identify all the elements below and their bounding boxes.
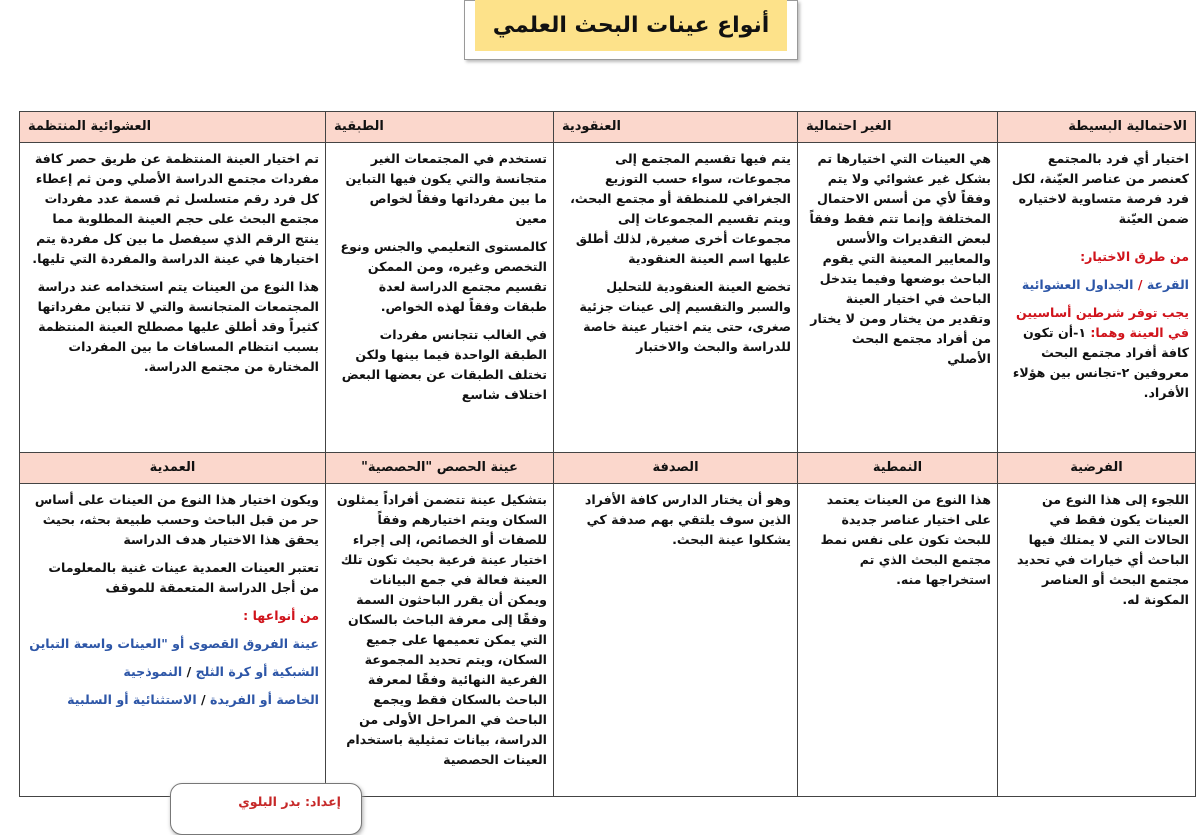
typical-definition: هذا النوع من العينات يعتمد على اختيار عناصر جديدة للبحث تكون على نفس نمط مجتمع البحث الذي تم استخراجها منه. bbox=[820, 492, 991, 587]
systematic-usage: هذا النوع من العينات يتم استخدامه عند دراسة المجتمعات المتجانسة والتي لا تتباين مفرداتها كثيراً وقد أطلق عليها مصطلح العينة المنتظمة بسبب انتظام المسافات ما بين المفردات المختارة من مجتمع الدراسة. bbox=[37, 279, 319, 374]
cell-simple-random bbox=[998, 143, 1196, 453]
header-typical: النمطية bbox=[798, 453, 998, 484]
cell-typical bbox=[798, 484, 998, 797]
cluster-definition: يتم فيها تقسيم المجتمع إلى مجموعات، سواء حسب التوزيع الجغرافي للمنطقة أو مجتمع البحث، ويتم تقسيم المجموعات إلى مجموعات أخرى صغيرة, لذلك أطلق عليها اسم العينة العنقودية bbox=[570, 151, 791, 266]
cell-stratified bbox=[326, 143, 554, 453]
sampling-types-table bbox=[19, 111, 1196, 797]
header-simple-random: الاحتمالية البسيطة bbox=[998, 112, 1196, 143]
requirements bbox=[1006, 303, 1189, 403]
chance-definition: وهو أن يختار الدارس كافة الأفراد الذين سوف يلتقي بهم صدفة كي يشكلوا عينة البحث. bbox=[584, 492, 791, 547]
header-row-2 bbox=[20, 453, 1196, 484]
purposive-note: تعتبر العينات العمدية عينات غنية بالمعلومات من أجل الدراسة المتعمقة للموقف bbox=[48, 560, 319, 595]
cluster-analysis: تخضع العينة العنقودية للتحليل والسبر والتقسيم إلى عينات جزئية صغرى، حتى يتم اختيار عينة خاصة للدراسة والبحث والاختبار bbox=[579, 279, 791, 354]
header-cluster: العنقودية bbox=[554, 112, 798, 143]
hypothetical-definition: اللجوء إلى هذا النوع من العينات يكون فقط في الحالات التي لا يمتلك فيها الباحث أي خيارات في تحديد مجتمع البحث أو العناصر المكونة له. bbox=[1017, 492, 1189, 607]
cell-quota bbox=[326, 484, 554, 797]
separator: / bbox=[186, 664, 192, 679]
requirements-label: يجب توفر شرطين أساسيين في العينة وهما: bbox=[1016, 305, 1189, 340]
author-box bbox=[170, 783, 362, 835]
header-row-1 bbox=[20, 112, 1196, 143]
title-box bbox=[464, 0, 798, 60]
cell-chance bbox=[554, 484, 798, 797]
author-credit: إعداد: بدر البلوي bbox=[238, 794, 341, 809]
purposive-type-snowball bbox=[28, 662, 319, 682]
content-row-1 bbox=[20, 143, 1196, 453]
header-systematic: العشوائية المنتظمة bbox=[20, 112, 326, 143]
page-title: أنواع عينات البحث العلمي bbox=[475, 0, 787, 51]
systematic-definition: تم اختيار العينة المنتظمة عن طريق حصر كافة مفردات مجتمع الدراسة الأصلي ومن ثم إعطاء كل فرد رقم متسلسل ثم قسمة عدد مفردات مجتمع البحث على حجم العينة المطلوبة مما ينتج الرقم الذي سيفصل ما بين كل مفردة يتم اختيارها في عينة الدراسة والمفردة التي تليها. bbox=[32, 151, 319, 266]
cell-systematic bbox=[20, 143, 326, 453]
cell-purposive bbox=[20, 484, 326, 797]
stratified-definition: تستخدم في المجتمعات الغير متجانسة والتي يكون فيها التباين ما بين مفرداتها وفقاً لخواص معين bbox=[345, 151, 547, 226]
purposive-types-label: من أنواعها : bbox=[243, 608, 319, 623]
type-exceptional: الاستثنائية أو السلبية bbox=[67, 692, 197, 707]
purposive-type-max-variation: عينة الفروق القصوى أو "العينات واسعة التباين bbox=[29, 636, 319, 651]
selection-methods-label: من طرق الاختيار: bbox=[1080, 249, 1189, 264]
cell-hypothetical bbox=[998, 484, 1196, 797]
requirements-text: ١-أن تكون كافة أفراد مجتمع البحث معروفين ٢-تجانس بين هؤلاء الأفراد. bbox=[1012, 325, 1189, 400]
separator: / bbox=[1137, 277, 1143, 292]
stratified-note: في الغالب تتجانس مفردات الطبقة الواحدة فيما بينها ولكن تختلف الطبقات عن بعضها البعض اختلاف شاسع bbox=[341, 327, 547, 402]
header-hypothetical: الفرضية bbox=[998, 453, 1196, 484]
selection-methods bbox=[1006, 275, 1189, 295]
header-non-probability: الغير احتمالية bbox=[798, 112, 998, 143]
purposive-type-special bbox=[28, 690, 319, 710]
type-typical: النموذجية bbox=[123, 664, 183, 679]
purposive-definition: ويكون اختيار هذا النوع من العينات على أساس حر من قبل الباحث وحسب طبيعة بحثه، بحيث يحقق هذا الاختيار هدف الدراسة bbox=[34, 492, 319, 547]
header-stratified: الطبقية bbox=[326, 112, 554, 143]
method-lottery: القرعة bbox=[1146, 277, 1189, 292]
content-row-2 bbox=[20, 484, 1196, 797]
cell-cluster bbox=[554, 143, 798, 453]
simple-random-definition: اختيار أي فرد بالمجتمع كعنصر من عناصر العيّنة، لكل فرد فرصة متساوية لاختياره ضمن العيّنة bbox=[1011, 151, 1189, 226]
type-special: الخاصة أو الفريدة bbox=[210, 692, 319, 707]
stratified-examples: كالمستوى التعليمي والجنس ونوع التخصص وغيره، ومن الممكن تقسيم مجتمع الدراسة لعدة طبقات وفقاً لهذه الخواص. bbox=[340, 239, 547, 314]
header-chance: الصدفة bbox=[554, 453, 798, 484]
non-probability-definition: هي العينات التي اختيارها تم بشكل غير عشوائي ولا يتم وفقاً لأي من أسس الاحتمال المختلفة وإنما تتم فقط وفقاً لبعض التقديرات والأسس والمعايير المعينة التي يقوم الباحث بوضعها وفيما يتدخل الباحث في اختيار العينة وتقدير من يختار ومن لا يختار من أفراد مجتمع البحث الأصلي bbox=[809, 151, 991, 366]
cell-non-probability bbox=[798, 143, 998, 453]
quota-definition: بتشكيل عينة تتضمن أفراداً يمثلون السكان ويتم اختيارهم وفقاً للصفات أو الخصائص، إلى إجراء اختيار عينة فرعية بحيث تكون تلك العينة فعالة في جمع البيانات ويمكن أن يقرر الباحثون السمة وفقًا إلى معرفة الباحث بالسكان التي يمكن تعميمها على جميع السكان، ويتم تحديد المجموعة الفرعية النهائية وفقًا لمعرفة الباحث بالسكان فقط ويجمع الباحث في المراحل الأولى من الدراسة، بيانات تمثيلية باستخدام العينات الحصصية bbox=[336, 492, 547, 767]
type-snowball: الشبكية أو كرة الثلج bbox=[195, 664, 319, 679]
header-purposive: العمدية bbox=[20, 453, 326, 484]
header-quota: عينة الحصص "الحصصية" bbox=[326, 453, 554, 484]
separator: / bbox=[201, 692, 206, 707]
method-random-tables: الجداول العشوائية bbox=[1021, 277, 1134, 292]
